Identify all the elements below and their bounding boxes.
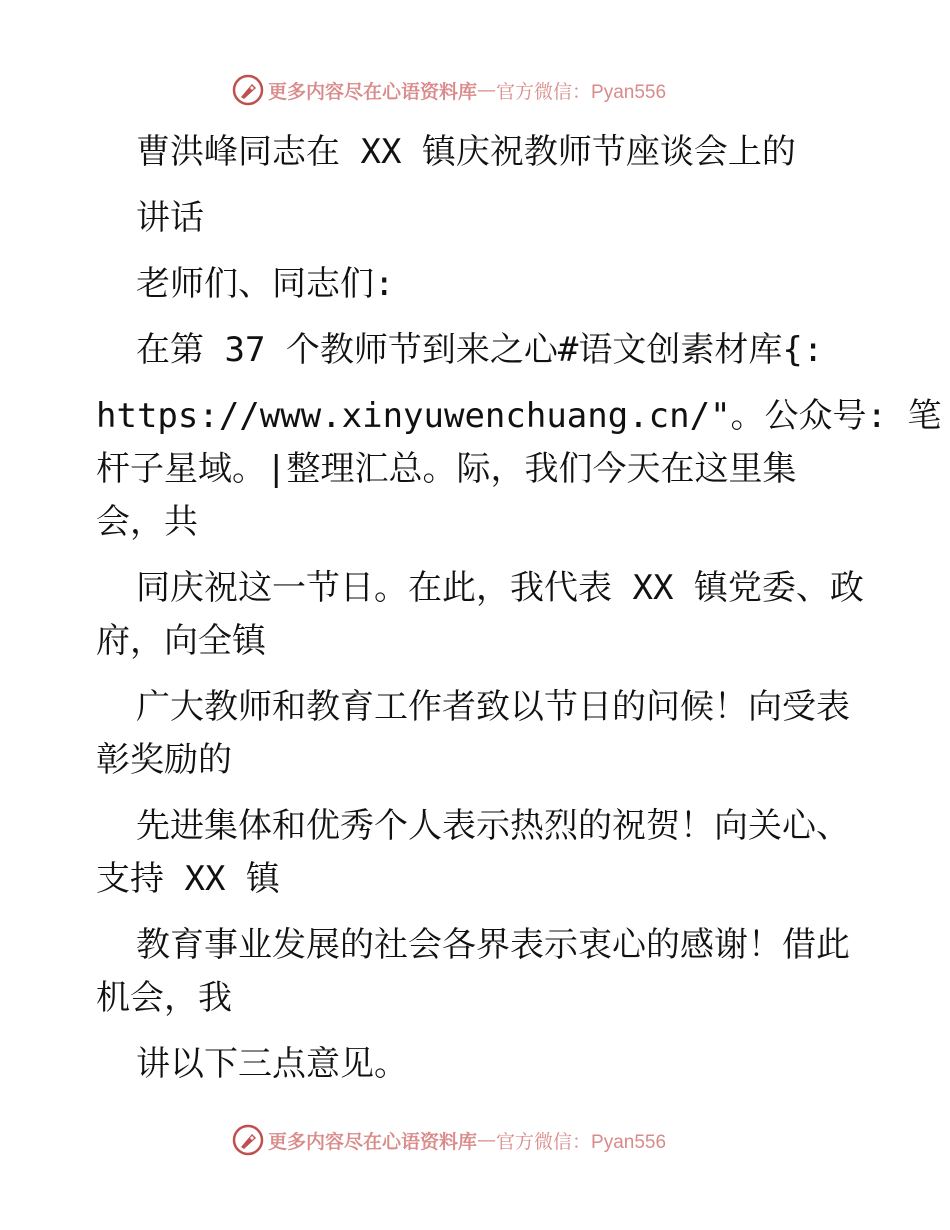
pen-nib-logo-icon xyxy=(232,74,264,106)
text-line: 彰奖励的 xyxy=(96,740,232,780)
line-gap xyxy=(96,377,866,390)
text-line: 同庆祝这一节日。在此，我代表 XX 镇党委、政 xyxy=(136,568,864,608)
text-line: 讲话 xyxy=(136,198,204,238)
pen-nib-logo-icon xyxy=(232,1124,264,1156)
line-gap xyxy=(96,245,866,258)
footer-watermark xyxy=(232,1123,666,1157)
line-gap xyxy=(96,668,866,681)
text-line: 曹洪峰同志在 XX 镇庆祝教师节座谈会上的 xyxy=(136,132,796,172)
line-gap xyxy=(96,787,866,800)
text-line: 在第 37 个教师节到来之心#语文创素材库{: xyxy=(136,330,824,370)
text-line: https://www.xinyuwenchuang.cn/"。公众号: 笔 xyxy=(96,396,942,436)
line-gap xyxy=(96,906,866,919)
watermark-wechat: 官方微信：Pyan556 xyxy=(496,1131,667,1153)
watermark-text: 更多内容尽在心语资料库 xyxy=(268,80,478,103)
header-watermark xyxy=(232,73,666,107)
line-gap xyxy=(96,549,866,562)
text-line: 教育事业发展的社会各界表示衷心的感谢！借此 xyxy=(136,925,850,965)
line-gap xyxy=(96,179,866,192)
text-line: 机会，我 xyxy=(96,978,232,1018)
watermark-separator: — xyxy=(477,1129,497,1151)
line-gap xyxy=(96,311,866,324)
text-line: 杆子星域。|整理汇总。际，我们今天在这里集 xyxy=(96,449,797,489)
text-line: 先进集体和优秀个人表示热烈的祝贺！向关心、 xyxy=(136,806,850,846)
text-line: 府，向全镇 xyxy=(96,621,266,661)
document-body xyxy=(96,126,942,1091)
watermark-separator: — xyxy=(477,79,497,101)
text-line: 讲以下三点意见。 xyxy=(136,1044,408,1084)
text-line: 支持 XX 镇 xyxy=(96,859,280,899)
line-gap xyxy=(96,1025,866,1038)
text-line: 会，共 xyxy=(96,502,198,542)
text-line: 老师们、同志们: xyxy=(136,264,395,304)
watermark-wechat: 官方微信：Pyan556 xyxy=(496,81,667,103)
watermark-text: 更多内容尽在心语资料库 xyxy=(268,1130,478,1153)
text-line: 广大教师和教育工作者致以节日的问候！向受表 xyxy=(136,687,850,727)
